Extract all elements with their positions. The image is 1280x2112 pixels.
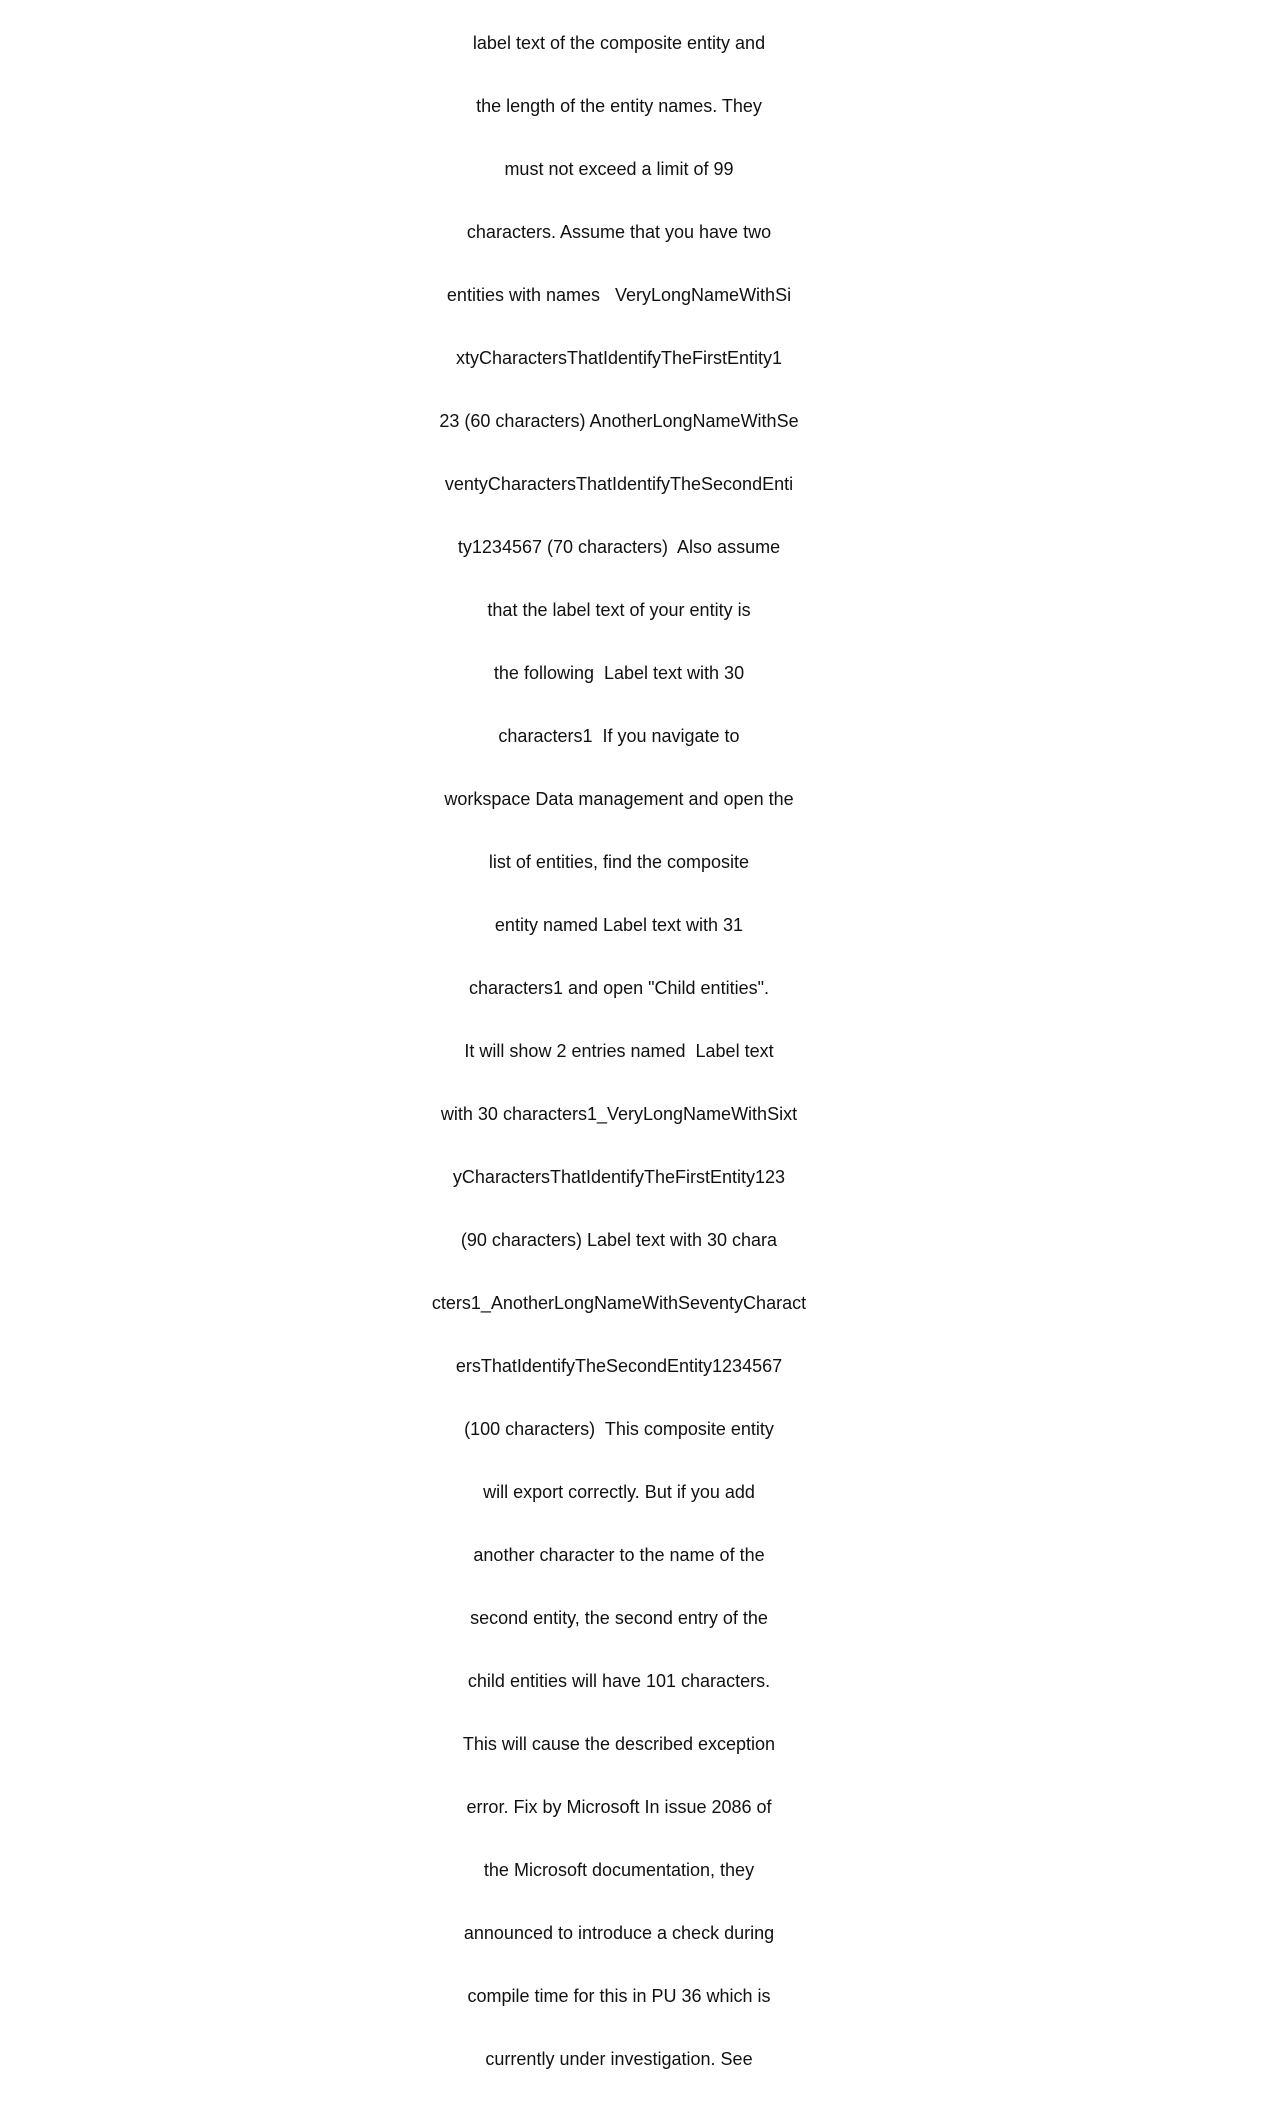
text-line: (90 characters) Label text with 30 chara [460, 1230, 778, 1250]
text-line: This will cause the described exception [462, 1734, 776, 1754]
text-line: yCharactersThatIdentifyTheFirstEntity123 [452, 1167, 786, 1187]
text-line: error. Fix by Microsoft In issue 2086 of [466, 1797, 772, 1817]
text-line: ty1234567 (70 characters) Also assume [457, 537, 781, 557]
text-line: xtyCharactersThatIdentifyTheFirstEntity1 [455, 348, 783, 368]
text-line: must not exceed a limit of 99 [504, 159, 734, 179]
text-line: It will show 2 entries named Label text [464, 1041, 774, 1061]
text-line: entity named Label text with 31 [494, 915, 744, 935]
text-line: workspace Data management and open the [444, 789, 794, 809]
text-line: compile time for this in PU 36 which is [467, 1986, 771, 2006]
text-line: 23 (60 characters) AnotherLongNameWithSe [439, 411, 799, 431]
text-line: ersThatIdentifyTheSecondEntity1234567 [455, 1356, 783, 1376]
text-line: characters. Assume that you have two [466, 222, 772, 242]
text-line: another character to the name of the [473, 1545, 765, 1565]
text-line: ventyCharactersThatIdentifyTheSecondEnti [444, 474, 794, 494]
text-line: second entity, the second entry of the [470, 1608, 768, 1628]
text-line: characters1 If you navigate to [498, 726, 740, 746]
text-line: that the label text of your entity is [487, 600, 751, 620]
text-line: label text of the composite entity and [472, 33, 766, 53]
text-line: (100 characters) This composite entity [464, 1419, 774, 1439]
text-line: announced to introduce a check during [463, 1923, 775, 1943]
text-line: child entities will have 101 characters. [467, 1671, 771, 1691]
text-line: list of entities, find the composite [488, 852, 750, 872]
text-line: characters1 and open "Child entities". [469, 978, 769, 998]
text-line: the Microsoft documentation, they [483, 1860, 755, 1880]
text-line: with 30 characters1_VeryLongNameWithSixt [440, 1104, 798, 1124]
text-line: entities with names VeryLongNameWithSi [446, 285, 792, 305]
text-line: cters1_AnotherLongNameWithSeventyCharact [431, 1293, 807, 1313]
text-line: currently under investigation. See [485, 2049, 753, 2069]
text-line: will export correctly. But if you add [483, 1482, 755, 1502]
text-line: the length of the entity names. They [476, 96, 762, 116]
text-line: the following Label text with 30 [493, 663, 745, 683]
article-text [430, 0, 808, 2112]
